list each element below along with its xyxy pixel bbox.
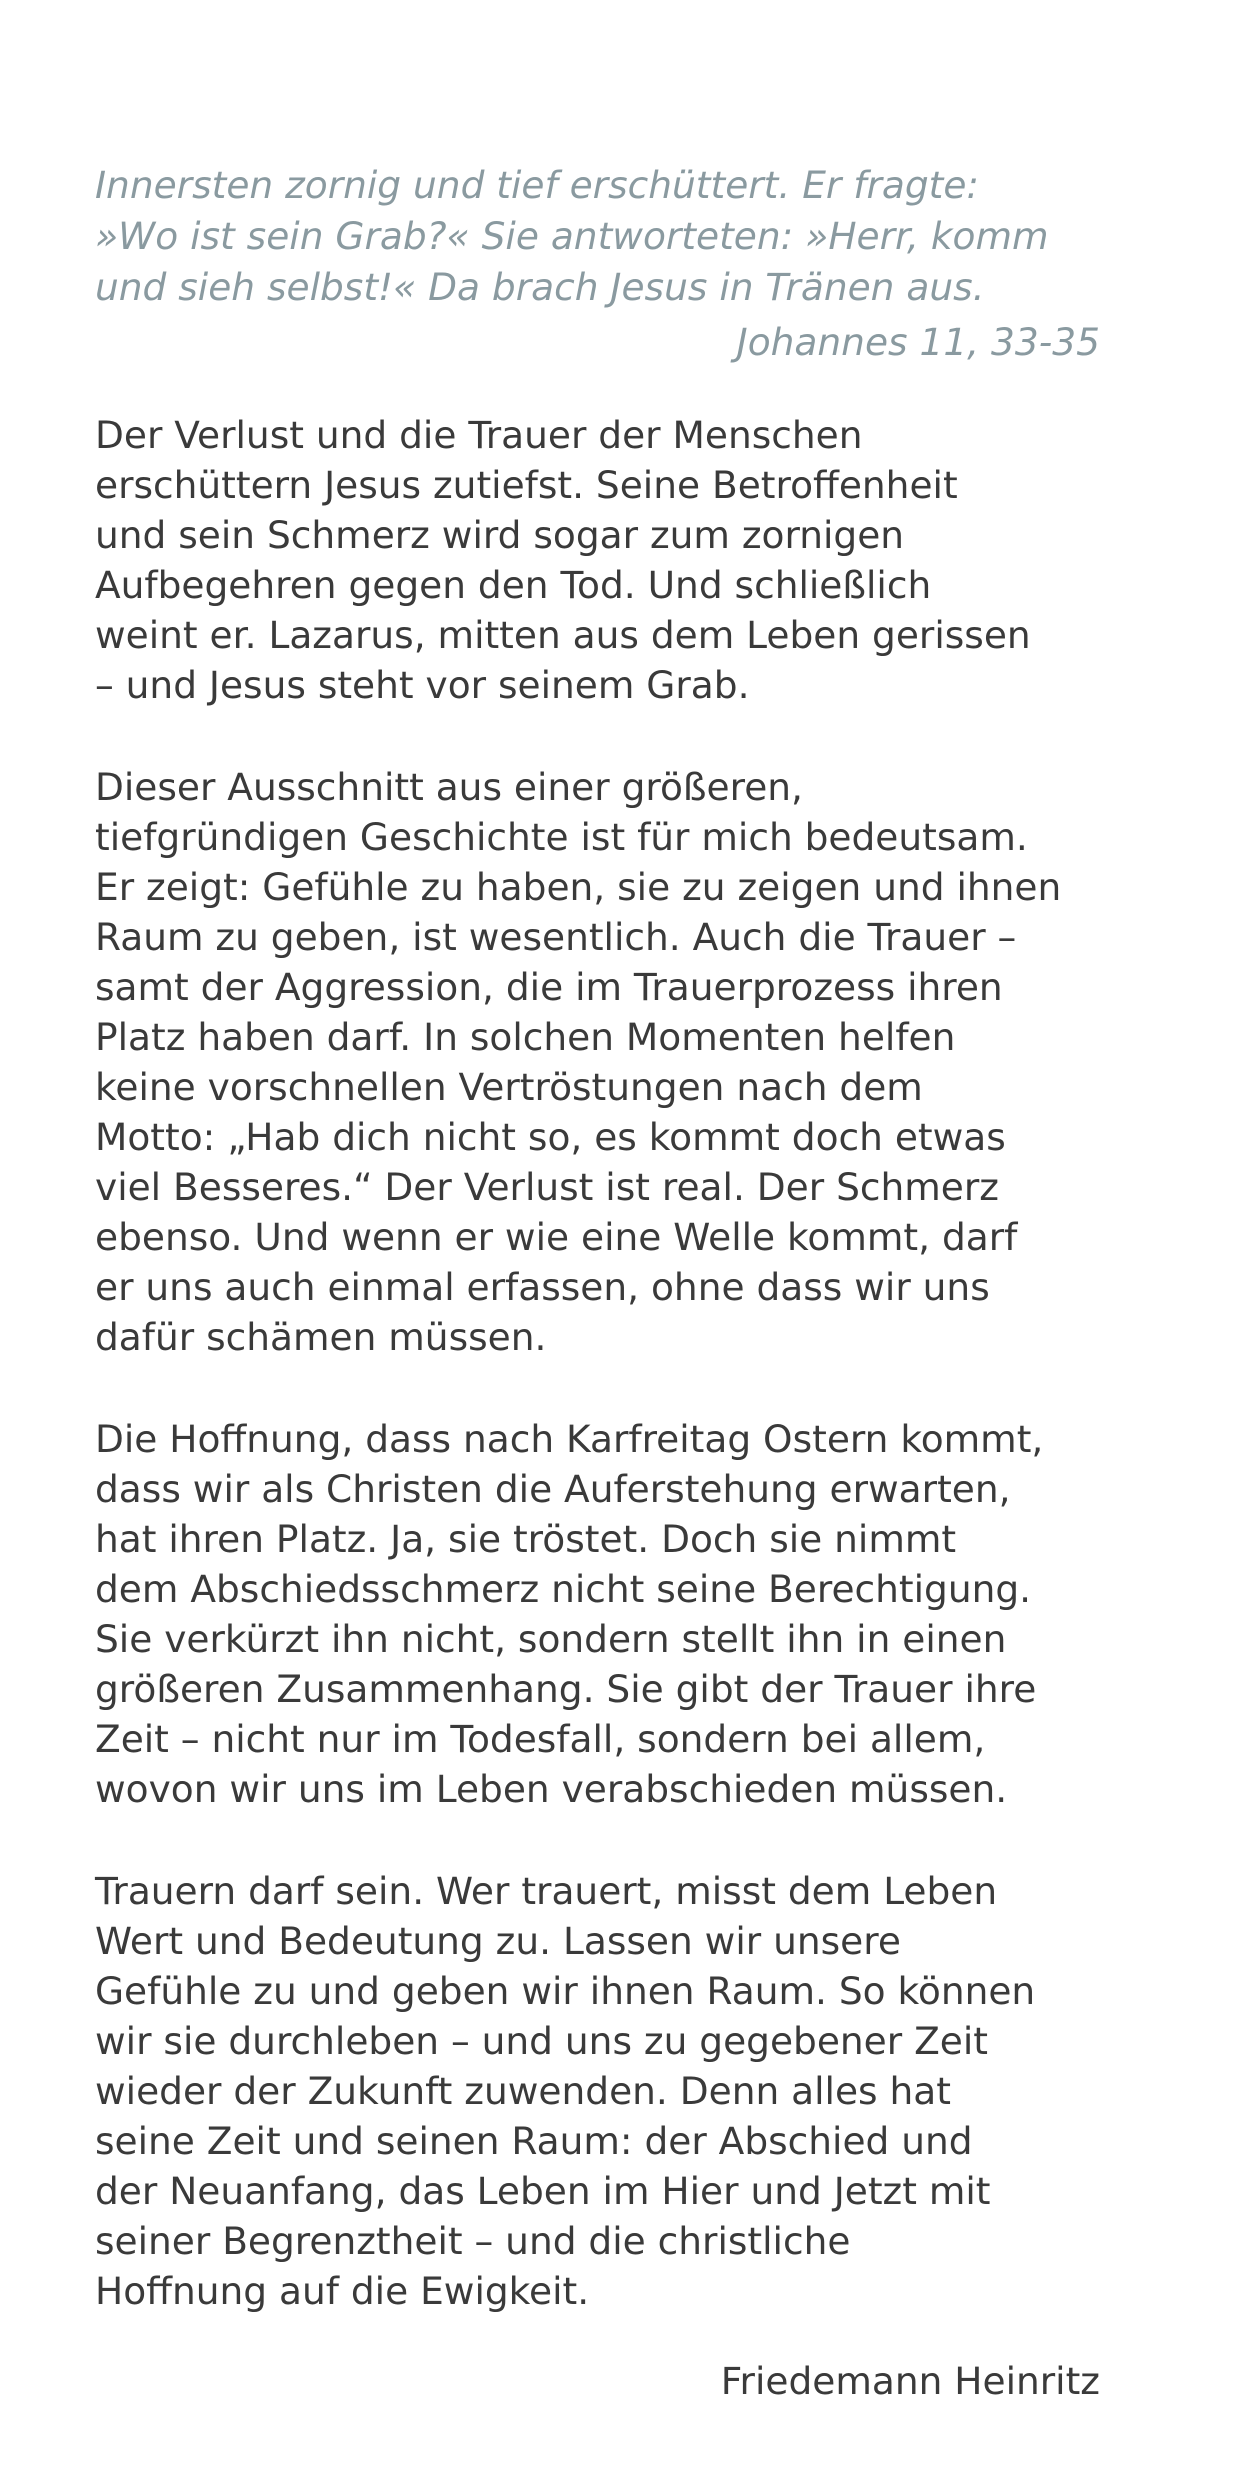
bible-quote: Innersten zornig und tief erschüttert. Er fragte: »Wo ist sein Grab?« Sie antworteten: »Herr, komm und sieh selbst!« Da brach Jesus in Tränen aus.	[95, 163, 1049, 309]
paragraph-1: Der Verlust und die Trauer der Menschen erschüttern Jesus zutiefst. Seine Betroffenheit und sein Schmerz wird sogar zum zornigen Aufbegehren gegen den Tod. Und schließlich weint er. Lazarus, mitten aus dem Leben gerissen – und Jesus steht vor seinem Grab.	[95, 413, 1031, 707]
paragraph-3: Die Hoffnung, dass nach Karfreitag Ostern kommt, dass wir als Christen die Auferstehung erwarten, hat ihren Platz. Ja, sie tröstet. Doch sie nimmt dem Abschiedsschmerz nicht seine Berechtigung. Sie verkürzt ihn nicht, sondern stellt ihn in einen größeren Zusammenhang. Sie gibt der Trauer ihre Zeit – nicht nur im Todesfall, sondern bei allem, wovon wir uns im Leben verabschieden müssen.	[95, 1417, 1044, 1811]
paragraph-4: Trauern darf sein. Wer trauert, misst dem Leben Wert und Bedeutung zu. Lassen wir unsere Gefühle zu und geben wir ihnen Raum. So können wir sie durchleben – und uns zu gegebener Zeit wieder der Zukunft zuwenden. Denn alles hat seine Zeit und seinen Raum: der Abschied und der Neuanfang, das Leben im Hier und Jetzt mit seiner Begrenztheit – und die christliche Hoffnung auf die Ewigkeit.	[95, 1869, 1036, 2313]
document-page	[95, 160, 1100, 2406]
bible-reference: Johannes 11, 33-35	[736, 320, 1100, 364]
paragraph-2: Dieser Ausschnitt aus einer größeren, tiefgründigen Geschichte ist für mich bedeutsam. Er zeigt: Gefühle zu haben, sie zu zeigen und ihnen Raum zu geben, ist wesentlich. Auch die Trauer – samt der Aggression, die im Trauerprozess ihren Platz haben darf. In solchen Momenten helfen keine vorschnellen Vertröstungen nach dem Motto: „Hab dich nicht so, es kommt doch etwas viel Besseres.“ Der Verlust ist real. Der Schmerz ebenso. Und wenn er wie eine Welle kommt, darf er uns auch einmal erfassen, ohne dass wir uns dafür schämen müssen.	[95, 765, 1062, 1359]
author-signature: Friedemann Heinritz	[720, 2359, 1100, 2403]
